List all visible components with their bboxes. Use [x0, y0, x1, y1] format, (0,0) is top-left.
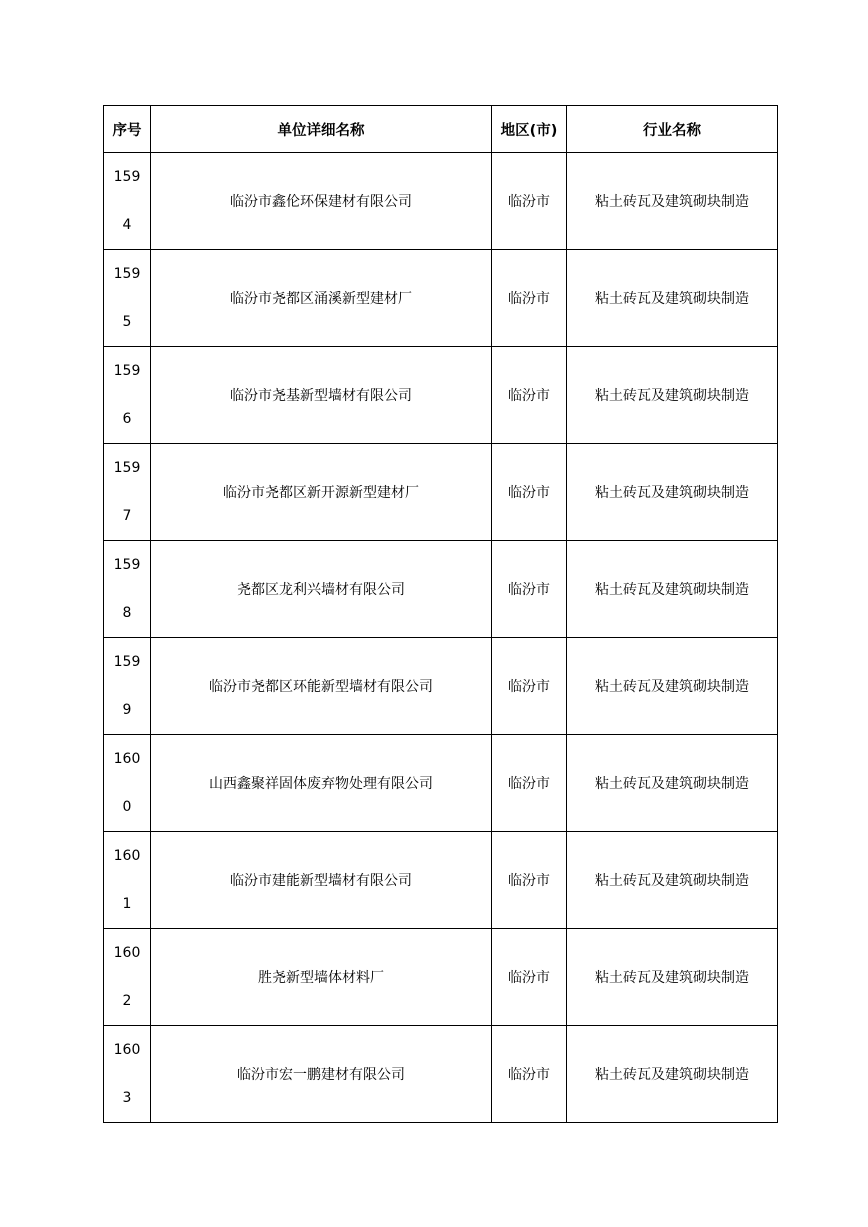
cell-name: 临汾市尧都区涌溪新型建材厂: [151, 250, 492, 347]
cell-name: 临汾市尧都区新开源新型建材厂: [151, 444, 492, 541]
cell-industry: 粘土砖瓦及建筑砌块制造: [567, 541, 778, 638]
cell-industry: 粘土砖瓦及建筑砌块制造: [567, 444, 778, 541]
table-row: [104, 1026, 778, 1123]
enterprise-table: [103, 105, 778, 1123]
cell-industry: 粘土砖瓦及建筑砌块制造: [567, 832, 778, 929]
seq-number: 1601: [113, 848, 141, 912]
seq-number: 1599: [113, 654, 141, 718]
cell-region: 临汾市: [492, 638, 567, 735]
cell-seq: [104, 444, 151, 541]
cell-region: 临汾市: [492, 153, 567, 250]
cell-seq: [104, 638, 151, 735]
table-row: [104, 250, 778, 347]
table-row: [104, 347, 778, 444]
cell-seq: [104, 250, 151, 347]
cell-region: 临汾市: [492, 929, 567, 1026]
header-industry: 行业名称: [567, 106, 778, 153]
cell-industry: 粘土砖瓦及建筑砌块制造: [567, 153, 778, 250]
cell-seq: [104, 735, 151, 832]
header-region: 地区(市): [492, 106, 567, 153]
table-row: [104, 929, 778, 1026]
cell-region: 临汾市: [492, 832, 567, 929]
cell-industry: 粘土砖瓦及建筑砌块制造: [567, 638, 778, 735]
seq-number: 1597: [113, 460, 141, 524]
seq-number: 1603: [113, 1042, 141, 1106]
cell-seq: [104, 541, 151, 638]
cell-name: 山西鑫聚祥固体废弃物处理有限公司: [151, 735, 492, 832]
table-body: [104, 153, 778, 1123]
cell-name: 临汾市鑫伦环保建材有限公司: [151, 153, 492, 250]
cell-seq: [104, 929, 151, 1026]
cell-seq: [104, 1026, 151, 1123]
cell-industry: 粘土砖瓦及建筑砌块制造: [567, 929, 778, 1026]
cell-seq: [104, 153, 151, 250]
seq-number: 1602: [113, 945, 141, 1009]
header-row: [104, 106, 778, 153]
cell-industry: 粘土砖瓦及建筑砌块制造: [567, 250, 778, 347]
cell-seq: [104, 832, 151, 929]
seq-number: 1600: [113, 751, 141, 815]
cell-name: 临汾市建能新型墙材有限公司: [151, 832, 492, 929]
cell-region: 临汾市: [492, 444, 567, 541]
table-row: [104, 444, 778, 541]
seq-number: 1594: [113, 169, 141, 233]
table-row: [104, 735, 778, 832]
cell-name: 临汾市宏一鹏建材有限公司: [151, 1026, 492, 1123]
table-row: [104, 541, 778, 638]
table-row: [104, 638, 778, 735]
cell-name: 临汾市尧都区环能新型墙材有限公司: [151, 638, 492, 735]
cell-region: 临汾市: [492, 250, 567, 347]
table-row: [104, 832, 778, 929]
cell-region: 临汾市: [492, 1026, 567, 1123]
cell-region: 临汾市: [492, 347, 567, 444]
table-row: [104, 153, 778, 250]
cell-name: 尧都区龙利兴墙材有限公司: [151, 541, 492, 638]
cell-name: 临汾市尧基新型墙材有限公司: [151, 347, 492, 444]
cell-industry: 粘土砖瓦及建筑砌块制造: [567, 1026, 778, 1123]
seq-number: 1598: [113, 557, 141, 621]
cell-region: 临汾市: [492, 735, 567, 832]
cell-name: 胜尧新型墙体材料厂: [151, 929, 492, 1026]
cell-seq: [104, 347, 151, 444]
seq-number: 1595: [113, 266, 141, 330]
seq-number: 1596: [113, 363, 141, 427]
table-header: [104, 106, 778, 153]
cell-region: 临汾市: [492, 541, 567, 638]
header-seq: 序号: [104, 106, 151, 153]
header-name: 单位详细名称: [151, 106, 492, 153]
cell-industry: 粘土砖瓦及建筑砌块制造: [567, 347, 778, 444]
cell-industry: 粘土砖瓦及建筑砌块制造: [567, 735, 778, 832]
